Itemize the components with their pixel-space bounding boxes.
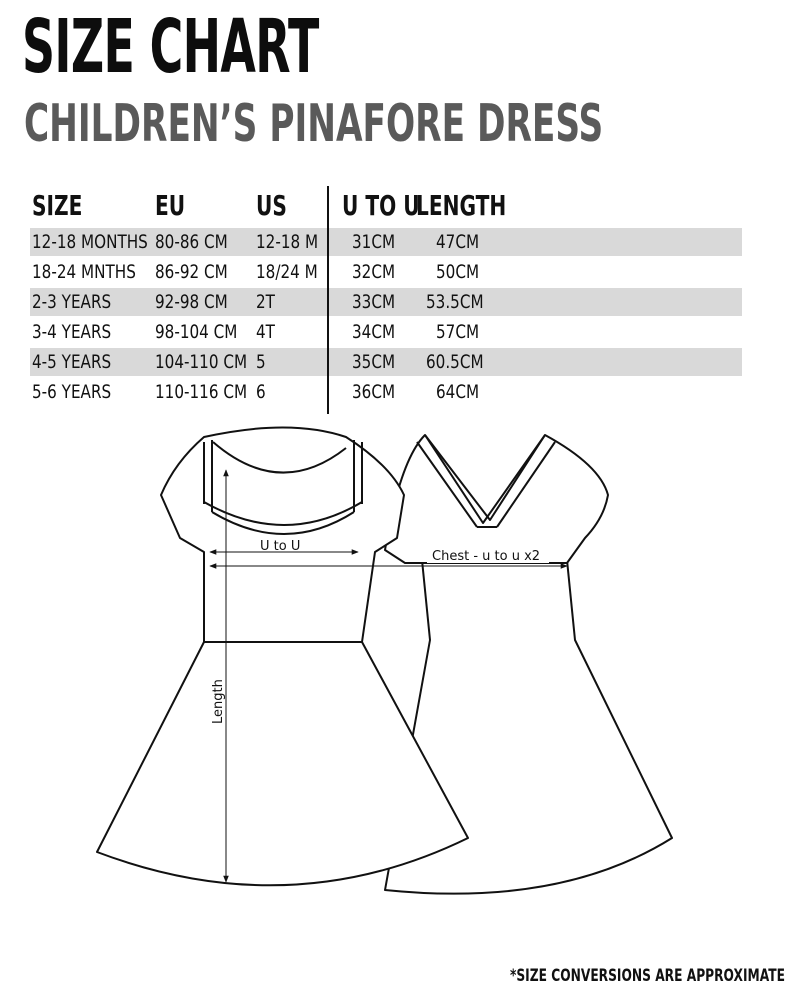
size-cell: 12-18 MONTHS (32, 231, 148, 253)
chest-label: Chest - u to u x2 (432, 549, 541, 564)
u-to-u-cell: 32CM (352, 261, 396, 283)
u-to-u-label: U to U (260, 539, 301, 554)
column-header-u-to-u: U TO U (342, 189, 420, 222)
us-cell: 18/24 M (256, 261, 318, 283)
dress-diagram (0, 420, 793, 900)
u-to-u-cell: 31CM (352, 231, 396, 253)
us-cell: 2T (256, 291, 275, 313)
eu-cell: 86-92 CM (155, 261, 228, 283)
conversion-note: *SIZE CONVERSIONS ARE APPROXIMATE (510, 966, 785, 986)
length-label: Length (211, 679, 226, 724)
column-header-us: US (256, 189, 287, 222)
table-row (30, 288, 742, 316)
u-to-u-cell: 34CM (352, 321, 396, 343)
size-cell: 4-5 YEARS (32, 351, 112, 373)
eu-cell: 104-110 CM (155, 351, 248, 373)
table-row (30, 258, 742, 286)
size-cell: 5-6 YEARS (32, 381, 112, 403)
length-cell: 53.5CM (426, 291, 484, 313)
eu-cell: 92-98 CM (155, 291, 228, 313)
size-cell: 2-3 YEARS (32, 291, 112, 313)
table-row (30, 378, 742, 406)
column-header-length: LENGTH (416, 189, 507, 222)
u-to-u-cell: 35CM (352, 351, 396, 373)
eu-cell: 110-116 CM (155, 381, 248, 403)
table-row (30, 228, 742, 256)
u-to-u-cell: 33CM (352, 291, 396, 313)
page-title: SIZE CHART (22, 4, 319, 90)
page-subtitle: CHILDREN’S PINAFORE DRESS (24, 94, 604, 154)
eu-cell: 80-86 CM (155, 231, 228, 253)
length-cell: 64CM (436, 381, 480, 403)
eu-cell: 98-104 CM (155, 321, 238, 343)
table-row (30, 318, 742, 346)
us-cell: 4T (256, 321, 275, 343)
us-cell: 12-18 M (256, 231, 319, 253)
length-cell: 57CM (436, 321, 480, 343)
us-cell: 6 (256, 381, 266, 403)
u-to-u-cell: 36CM (352, 381, 396, 403)
column-header-size: SIZE (32, 189, 83, 222)
table-divider (327, 186, 329, 414)
length-cell: 50CM (436, 261, 480, 283)
table-row (30, 348, 742, 376)
length-cell: 47CM (436, 231, 480, 253)
size-cell: 3-4 YEARS (32, 321, 112, 343)
size-cell: 18-24 MNTHS (32, 261, 136, 283)
length-cell: 60.5CM (426, 351, 484, 373)
column-header-eu: EU (155, 189, 186, 222)
us-cell: 5 (256, 351, 266, 373)
